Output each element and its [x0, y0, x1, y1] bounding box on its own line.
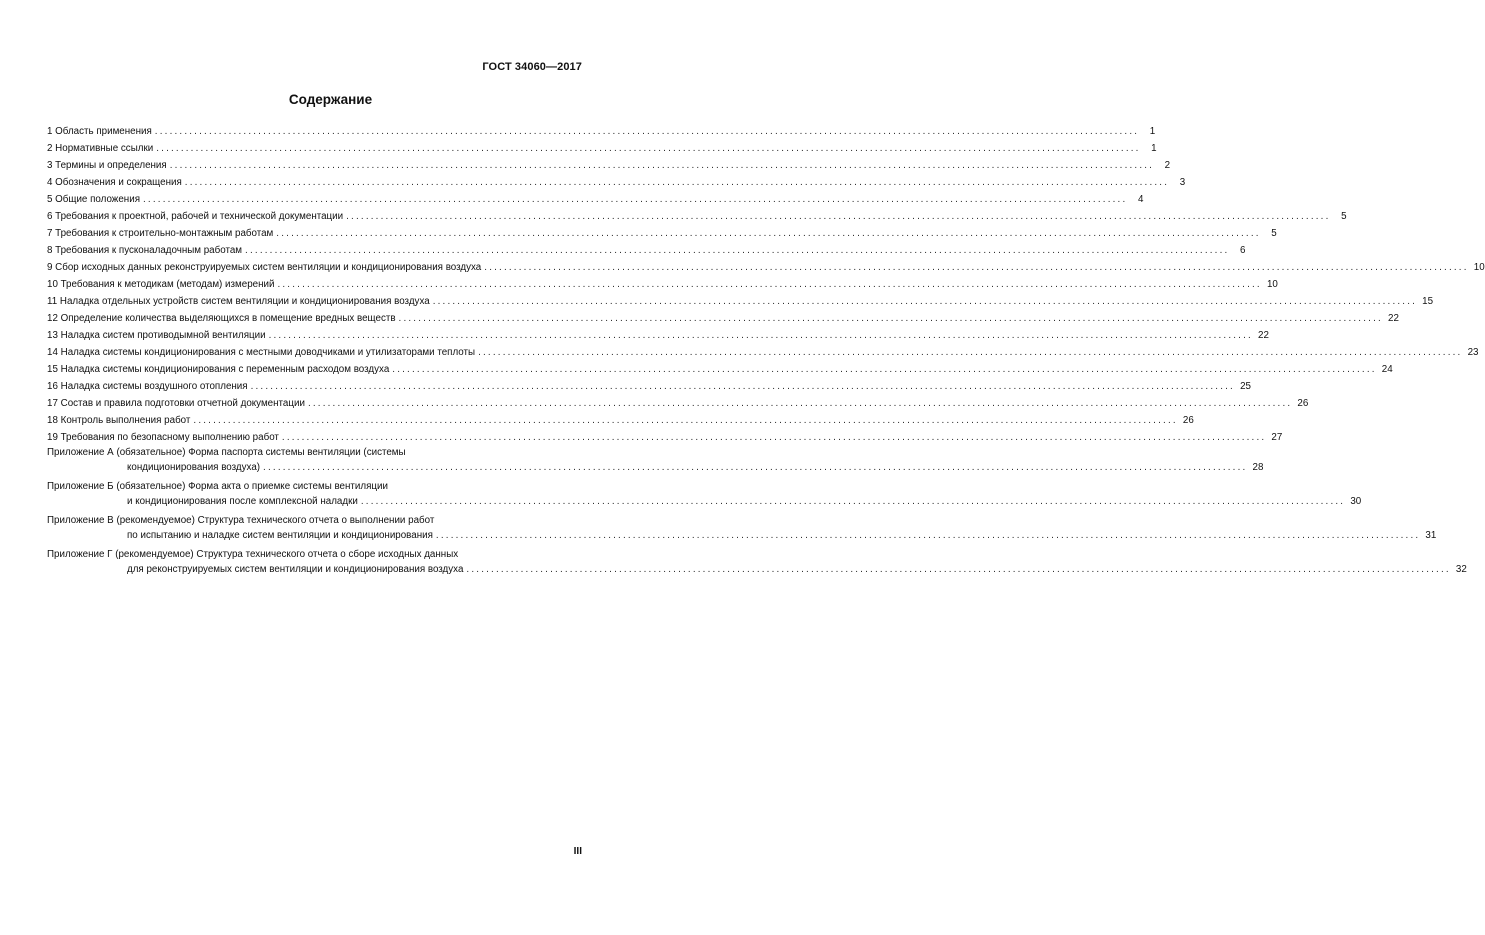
dot-leader: ........................................................................................................................................................................................................ [360, 496, 1346, 507]
toc-appendix-title: Приложение Г (рекомендуемое) Структура технического отчета о сборе исходных данных [47, 549, 459, 560]
toc-appendix-title: Приложение А (обязательное) Форма паспорта системы вентиляции (системы [47, 447, 406, 458]
toc-appendix-continuation[interactable] [47, 528, 1437, 544]
dot-leader: ........................................................................................................................................................................................................ [276, 228, 1261, 239]
toc-entry-page: 22 [1388, 313, 1399, 324]
dot-leader: ........................................................................................................................................................................................................ [398, 313, 1383, 324]
page-number: III [573, 846, 582, 857]
toc-entry[interactable] [47, 412, 1194, 429]
toc-entry-page: 31 [1425, 530, 1437, 541]
toc-entry-page: 27 [1271, 432, 1283, 443]
toc-entry[interactable] [47, 123, 1156, 140]
toc-entry-page: 4 [1137, 194, 1144, 205]
toc-entry-label: кондиционирования воздуха) [127, 462, 261, 473]
dot-leader: ........................................................................................................................................................................................................ [432, 296, 1418, 307]
toc-entry-page: 30 [1350, 496, 1362, 507]
toc-entry-label: 2 Нормативные ссылки [47, 143, 154, 154]
toc-entry-label: 15 Наладка системы кондиционирования с переменным расходом воздуха [47, 364, 390, 375]
toc-entry-label: 17 Состав и правила подготовки отчетной документации [47, 398, 305, 409]
toc-entry[interactable] [47, 174, 1186, 191]
dot-leader: ........................................................................................................................................................................................................ [466, 564, 1451, 575]
toc-appendix[interactable] [47, 548, 1467, 578]
dot-leader: ........................................................................................................................................................................................................ [277, 279, 1262, 290]
toc-entry-label: 9 Сбор исходных данных реконструируемых систем вентиляции и кондиционирования воздуха [47, 262, 482, 273]
toc-entry[interactable] [47, 310, 1399, 327]
dot-leader: ........................................................................................................................................................................................................ [307, 398, 1293, 409]
toc-entry[interactable] [47, 157, 1171, 174]
toc-entry[interactable] [47, 191, 1144, 208]
toc-entry-label: 5 Общие положения [47, 194, 140, 205]
dot-leader: ........................................................................................................................................................................................................ [143, 194, 1128, 205]
toc-entry-page: 2 [1164, 160, 1171, 171]
toc-entry[interactable] [47, 361, 1393, 378]
toc-entry-label: по испытанию и наладке систем вентиляции и кондиционирования [127, 530, 433, 541]
dot-leader: ........................................................................................................................................................................................................ [478, 347, 1463, 358]
toc-entry-label: и кондиционирования после комплексной наладки [127, 496, 358, 507]
toc-entry-label: 11 Наладка отдельных устройств систем вентиляции и кондиционирования воздуха [47, 296, 430, 307]
toc-entry-label: 3 Термины и определения [47, 160, 167, 171]
dot-leader: ........................................................................................................................................................................................................ [169, 160, 1155, 171]
toc-entry-label: 1 Область применения [47, 126, 152, 137]
toc-appendix-continuation[interactable] [47, 494, 1362, 510]
toc-entry[interactable] [47, 225, 1277, 242]
toc-entry-page: 28 [1252, 462, 1264, 473]
toc-appendix[interactable] [47, 514, 1437, 544]
toc-entry-page: 3 [1179, 177, 1186, 188]
toc-entry-page: 6 [1239, 245, 1246, 256]
toc-entry-label: 13 Наладка систем противодымной вентиляции [47, 330, 266, 341]
toc-entry[interactable] [47, 276, 1278, 293]
toc-entry-page: 23 [1467, 347, 1479, 358]
dot-leader: ........................................................................................................................................................................................................ [156, 143, 1141, 154]
toc-entry-page: 26 [1297, 398, 1309, 409]
toc-entry-page: 15 [1422, 296, 1434, 307]
toc-entry-label: 8 Требования к пусконаладочным работам [47, 245, 243, 256]
toc-appendix[interactable] [47, 446, 1264, 476]
toc-entry-page: 5 [1341, 211, 1347, 222]
toc-entry[interactable] [47, 140, 1157, 157]
toc-appendix[interactable] [47, 480, 1362, 510]
toc-entry-label: 7 Требования к строительно-монтажным работам [47, 228, 274, 239]
toc-entry-page: 10 [1473, 262, 1485, 273]
toc-entry[interactable] [47, 395, 1309, 412]
toc-appendix-continuation[interactable] [47, 460, 1264, 476]
toc-entry-label: 16 Наладка системы воздушного отопления [47, 381, 248, 392]
toc-entry-page: 25 [1240, 381, 1251, 392]
toc-entry[interactable] [47, 259, 1485, 276]
dot-leader: ........................................................................................................................................................................................................ [484, 262, 1469, 273]
toc-appendices [47, 446, 1467, 578]
dot-leader: ........................................................................................................................................................................................................ [245, 245, 1230, 256]
toc-entry[interactable] [47, 208, 1347, 225]
toc-entry[interactable] [47, 327, 1269, 344]
toc-entry-label: 10 Требования к методикам (методам) измерений [47, 279, 275, 290]
toc-entries [47, 123, 1485, 446]
toc-entry-page: 5 [1271, 228, 1277, 239]
dot-leader: ........................................................................................................................................................................................................ [154, 126, 1140, 137]
toc-entry-label: 19 Требования по безопасному выполнению работ [47, 432, 279, 443]
toc-entry-label: 6 Требования к проектной, рабочей и технической документации [47, 211, 344, 222]
dot-leader: ........................................................................................................................................................................................................ [281, 432, 1267, 443]
toc-entry-page: 26 [1182, 415, 1194, 426]
toc-entry[interactable] [47, 378, 1251, 395]
dot-leader: ........................................................................................................................................................................................................ [193, 415, 1178, 426]
dot-leader: ........................................................................................................................................................................................................ [268, 330, 1253, 341]
toc-entry-label: 14 Наладка системы кондиционирования с местными доводчиками и утилизаторами теплоты [47, 347, 476, 358]
toc-entry-page: 32 [1455, 564, 1467, 575]
toc-entry-page: 10 [1266, 279, 1278, 290]
document-code: ГОСТ 34060—2017 [482, 61, 582, 73]
toc-appendix-title: Приложение Б (обязательное) Форма акта о приемке системы вентиляции [47, 481, 388, 492]
dot-leader: ........................................................................................................................................................................................................ [346, 211, 1331, 222]
toc-title: Содержание [288, 92, 373, 107]
toc-entry-label: для реконструируемых систем вентиляции и кондиционирования воздуха [127, 564, 464, 575]
toc-entry[interactable] [47, 242, 1246, 259]
toc-appendix-continuation[interactable] [47, 562, 1467, 578]
toc-entry-label: 12 Определение количества выделяющихся в помещение вредных веществ [47, 313, 396, 324]
toc-entry-page: 1 [1149, 126, 1156, 137]
dot-leader: ........................................................................................................................................................................................................ [435, 530, 1421, 541]
table-of-contents [47, 123, 1485, 582]
toc-entry[interactable] [47, 429, 1283, 446]
toc-entry-label: 18 Контроль выполнения работ [47, 415, 191, 426]
dot-leader: ........................................................................................................................................................................................................ [263, 462, 1248, 473]
toc-entry[interactable] [47, 344, 1479, 361]
toc-entry-page: 24 [1381, 364, 1393, 375]
toc-entry-page: 22 [1258, 330, 1269, 341]
dot-leader: ........................................................................................................................................................................................................ [392, 364, 1377, 375]
dot-leader: ........................................................................................................................................................................................................ [250, 381, 1235, 392]
toc-entry-page: 1 [1151, 143, 1157, 154]
toc-appendix-title: Приложение В (рекомендуемое) Структура технического отчета о выполнении работ [47, 515, 435, 526]
toc-entry[interactable] [47, 293, 1434, 310]
dot-leader: ........................................................................................................................................................................................................ [184, 177, 1170, 188]
toc-entry-label: 4 Обозначения и сокращения [47, 177, 182, 188]
